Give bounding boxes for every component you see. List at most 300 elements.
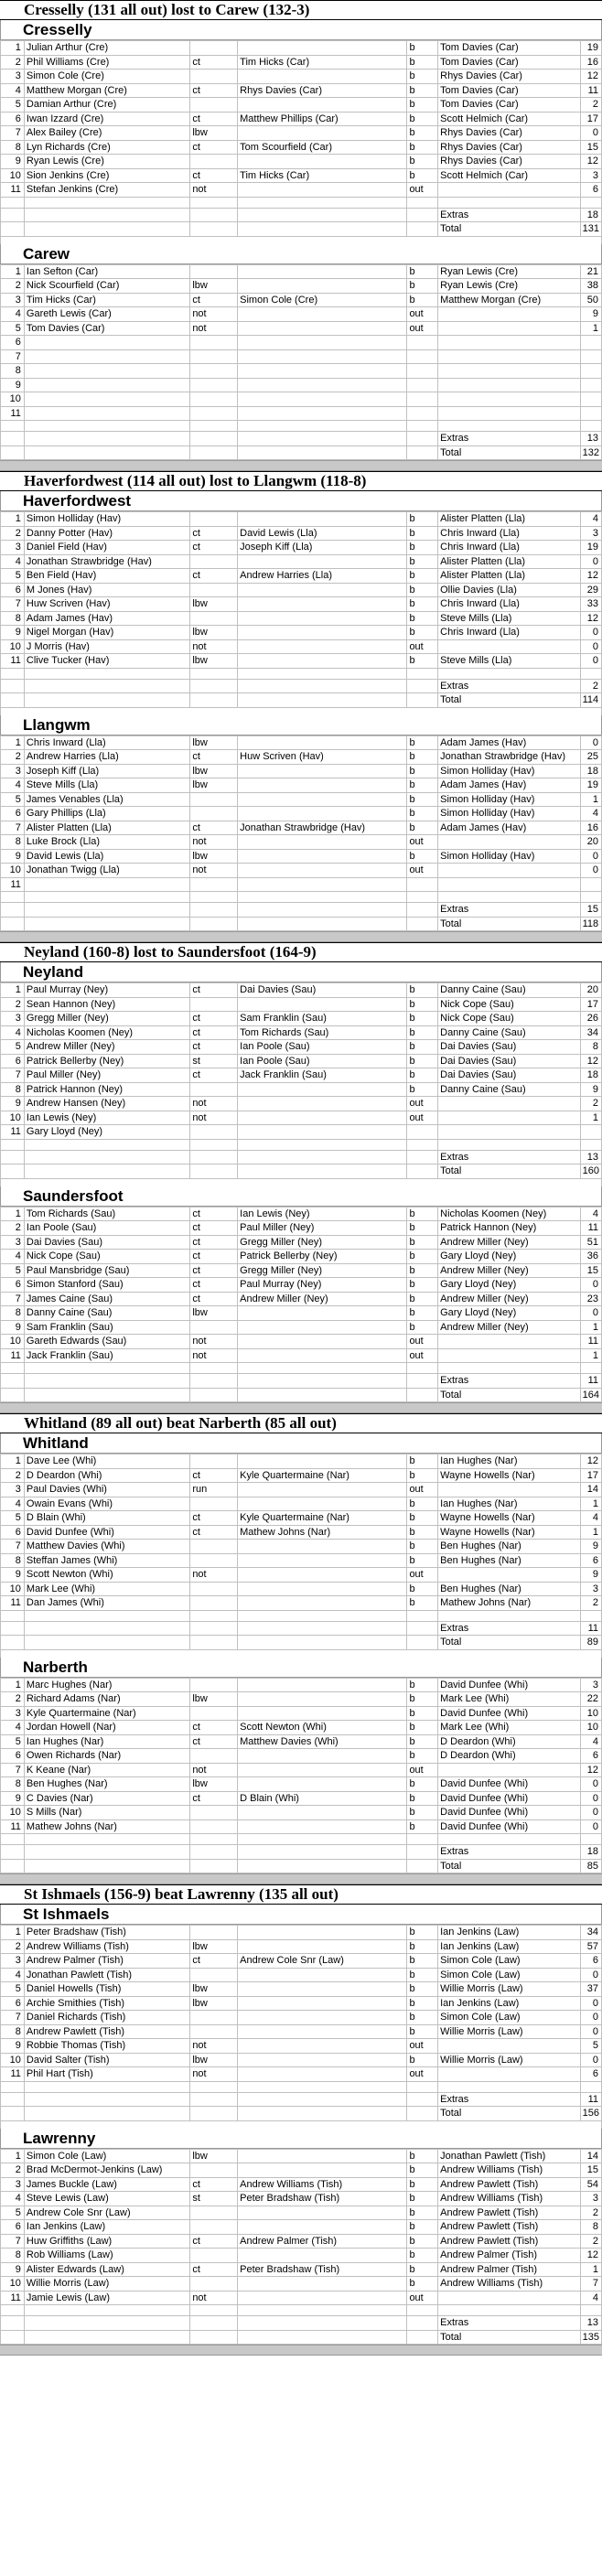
team-name: Haverfordwest bbox=[0, 491, 602, 511]
blank-cell bbox=[1, 1374, 25, 1389]
bowler-name: Patrick Hannon (Ney) bbox=[438, 1221, 581, 1236]
batting-position: 7 bbox=[1, 2234, 25, 2249]
bowler-name: Ian Hughes (Nar) bbox=[438, 1497, 581, 1511]
table-row bbox=[1, 1125, 602, 1140]
batting-position: 1 bbox=[1, 1207, 25, 1221]
runs: 2 bbox=[580, 1596, 601, 1611]
fielder-name: David Lewis (Lla) bbox=[238, 526, 407, 541]
batting-position: 10 bbox=[1, 639, 25, 654]
bowled-marker: b bbox=[407, 1706, 438, 1721]
table-row bbox=[1, 307, 602, 322]
fielder-name bbox=[238, 1540, 407, 1554]
batting-position: 9 bbox=[1, 1320, 25, 1335]
blank-cell bbox=[24, 1621, 189, 1636]
fielder-name bbox=[238, 378, 407, 392]
batting-position: 4 bbox=[1, 2192, 25, 2206]
runs: 16 bbox=[580, 55, 601, 70]
fielder-name bbox=[238, 1763, 407, 1777]
dismissal-type: not bbox=[190, 1335, 238, 1349]
table-row bbox=[1, 526, 602, 541]
blank-row bbox=[1, 421, 602, 432]
batting-position: 4 bbox=[1, 1721, 25, 1735]
blank-cell bbox=[407, 1845, 438, 1860]
blank-cell bbox=[438, 668, 581, 679]
bowler-name: Andrew Palmer (Tish) bbox=[438, 2249, 581, 2263]
bowler-name: Chris Inward (Lla) bbox=[438, 526, 581, 541]
dismissal-type: ct bbox=[190, 1250, 238, 1264]
total-value: 89 bbox=[580, 1636, 601, 1650]
dismissal-type: ct bbox=[190, 83, 238, 98]
batting-position: 7 bbox=[1, 349, 25, 364]
fielder-name bbox=[238, 2024, 407, 2039]
blank-cell bbox=[1, 1165, 25, 1179]
batsman-name: Ian Hughes (Nar) bbox=[24, 1734, 189, 1749]
fielder-name bbox=[238, 1082, 407, 1097]
bowled-marker: b bbox=[407, 126, 438, 141]
table-row bbox=[1, 835, 602, 850]
blank-row bbox=[1, 197, 602, 208]
fielder-name bbox=[238, 864, 407, 878]
extras-value: 11 bbox=[580, 2092, 601, 2107]
blank-cell bbox=[1, 892, 25, 903]
table-row bbox=[1, 2011, 602, 2025]
match-title: Cresselly (131 all out) lost to Carew (132-3) bbox=[0, 0, 602, 20]
dismissal-type: ct bbox=[190, 750, 238, 765]
table-row bbox=[1, 112, 602, 126]
fielder-name bbox=[238, 792, 407, 807]
runs: 51 bbox=[580, 1235, 601, 1250]
dismissal-type bbox=[190, 336, 238, 350]
batting-position: 3 bbox=[1, 764, 25, 778]
batsman-name: D Deardon (Whi) bbox=[24, 1468, 189, 1483]
blank-cell bbox=[24, 208, 189, 222]
runs: 0 bbox=[580, 126, 601, 141]
fielder-name bbox=[238, 2149, 407, 2163]
blank-cell bbox=[24, 679, 189, 693]
extras-label: Extras bbox=[438, 2092, 581, 2107]
blank-cell bbox=[407, 903, 438, 918]
bowled-marker: b bbox=[407, 1497, 438, 1511]
bowler-name bbox=[438, 639, 581, 654]
extras-value: 13 bbox=[580, 1150, 601, 1165]
blank-cell bbox=[407, 1621, 438, 1636]
bowled-marker: b bbox=[407, 849, 438, 864]
bowled-marker: out bbox=[407, 1097, 438, 1111]
table-row bbox=[1, 849, 602, 864]
fielder-name bbox=[238, 1320, 407, 1335]
dismissal-type: ct bbox=[190, 168, 238, 183]
dismissal-type: not bbox=[190, 864, 238, 878]
fielder-name bbox=[238, 626, 407, 640]
match-title: Haverfordwest (114 all out) lost to Llangwm (118-8) bbox=[0, 471, 602, 491]
batting-position: 3 bbox=[1, 293, 25, 307]
dismissal-type bbox=[190, 392, 238, 407]
fielder-name bbox=[238, 735, 407, 750]
batsman-name: Joseph Kiff (Lla) bbox=[24, 764, 189, 778]
runs bbox=[580, 364, 601, 379]
bowled-marker: b bbox=[407, 1468, 438, 1483]
table-row bbox=[1, 512, 602, 527]
blank-cell bbox=[24, 1139, 189, 1150]
runs: 11 bbox=[580, 1335, 601, 1349]
dismissal-type: ct bbox=[190, 1207, 238, 1221]
batsman-name: Owain Evans (Whi) bbox=[24, 1497, 189, 1511]
table-row bbox=[1, 597, 602, 612]
batting-table bbox=[0, 735, 602, 932]
blank-cell bbox=[407, 917, 438, 931]
blank-cell bbox=[190, 2316, 238, 2331]
bowler-name: Ryan Lewis (Cre) bbox=[438, 264, 581, 279]
fielder-name: Jack Franklin (Sau) bbox=[238, 1068, 407, 1083]
batting-position: 5 bbox=[1, 321, 25, 336]
bowler-name: Matthew Morgan (Cre) bbox=[438, 293, 581, 307]
batsman-name: Simon Cole (Law) bbox=[24, 2149, 189, 2163]
bowled-marker: b bbox=[407, 512, 438, 527]
total-value: 164 bbox=[580, 1388, 601, 1402]
dismissal-type: not bbox=[190, 1763, 238, 1777]
batting-position: 11 bbox=[1, 654, 25, 669]
dismissal-type: lbw bbox=[190, 2053, 238, 2067]
blank-cell bbox=[407, 445, 438, 460]
batsman-name: Nick Cope (Sau) bbox=[24, 1250, 189, 1264]
bowler-name: Nick Cope (Sau) bbox=[438, 1012, 581, 1026]
bowler-name: Wayne Howells (Nar) bbox=[438, 1468, 581, 1483]
batsman-name: Andrew Cole Snr (Law) bbox=[24, 2206, 189, 2220]
batting-position: 9 bbox=[1, 1568, 25, 1583]
runs: 0 bbox=[580, 1791, 601, 1806]
extras-row bbox=[1, 903, 602, 918]
fielder-name bbox=[238, 392, 407, 407]
blank-cell bbox=[24, 892, 189, 903]
bowled-marker: b bbox=[407, 1982, 438, 1997]
runs: 15 bbox=[580, 1263, 601, 1278]
batsman-name: Phil Hart (Tish) bbox=[24, 2067, 189, 2082]
blank-cell bbox=[238, 2316, 407, 2331]
total-label: Total bbox=[438, 445, 581, 460]
bowled-marker: b bbox=[407, 41, 438, 56]
blank-cell bbox=[438, 892, 581, 903]
table-row bbox=[1, 1221, 602, 1236]
bowler-name bbox=[438, 378, 581, 392]
batting-position: 5 bbox=[1, 1263, 25, 1278]
batting-position: 8 bbox=[1, 835, 25, 850]
batting-position: 4 bbox=[1, 83, 25, 98]
table-row bbox=[1, 864, 602, 878]
match-separator bbox=[0, 460, 602, 471]
table-row bbox=[1, 1939, 602, 1954]
fielder-name: Tom Richards (Sau) bbox=[238, 1025, 407, 1040]
bowled-marker: b bbox=[407, 1777, 438, 1792]
batsman-name: Andrew Harries (Lla) bbox=[24, 750, 189, 765]
batting-position: 4 bbox=[1, 778, 25, 793]
runs: 3 bbox=[580, 2192, 601, 2206]
batsman-name: Dan James (Whi) bbox=[24, 1596, 189, 1611]
bowler-name: Dai Davies (Sau) bbox=[438, 1040, 581, 1055]
bowled-marker: b bbox=[407, 764, 438, 778]
batsman-name: James Buckle (Law) bbox=[24, 2177, 189, 2192]
bowler-name: Dai Davies (Sau) bbox=[438, 1068, 581, 1083]
fielder-name bbox=[238, 583, 407, 597]
batting-position: 3 bbox=[1, 1235, 25, 1250]
batting-position: 5 bbox=[1, 1511, 25, 1526]
runs bbox=[580, 349, 601, 364]
batting-position: 11 bbox=[1, 2067, 25, 2082]
blank-cell bbox=[190, 1621, 238, 1636]
runs: 1 bbox=[580, 792, 601, 807]
blank-cell bbox=[438, 197, 581, 208]
bowler-name: Gary Lloyd (Ney) bbox=[438, 1306, 581, 1321]
dismissal-type bbox=[190, 877, 238, 892]
batsman-name: Gary Phillips (Lla) bbox=[24, 807, 189, 821]
fielder-name: Matthew Phillips (Car) bbox=[238, 112, 407, 126]
fielder-name: Andrew Cole Snr (Law) bbox=[238, 1954, 407, 1969]
batting-position: 2 bbox=[1, 1692, 25, 1707]
fielder-name bbox=[238, 1111, 407, 1125]
bowled-marker: out bbox=[407, 321, 438, 336]
table-row bbox=[1, 2053, 602, 2067]
runs: 12 bbox=[580, 569, 601, 584]
bowler-name: Chris Inward (Lla) bbox=[438, 541, 581, 555]
batting-position: 9 bbox=[1, 1791, 25, 1806]
runs: 0 bbox=[580, 735, 601, 750]
batting-position: 6 bbox=[1, 112, 25, 126]
batting-position: 11 bbox=[1, 2291, 25, 2305]
table-row bbox=[1, 626, 602, 640]
bowled-marker: b bbox=[407, 1791, 438, 1806]
runs: 29 bbox=[580, 583, 601, 597]
dismissal-type: ct bbox=[190, 1734, 238, 1749]
dismissal-type bbox=[190, 1749, 238, 1764]
blank-cell bbox=[24, 197, 189, 208]
extras-row bbox=[1, 1621, 602, 1636]
batsman-name: Daniel Howells (Tish) bbox=[24, 1982, 189, 1997]
dismissal-type bbox=[190, 41, 238, 56]
bowler-name: Alister Platten (Lla) bbox=[438, 512, 581, 527]
batsman-name bbox=[24, 349, 189, 364]
blank-cell bbox=[1, 1859, 25, 1873]
batting-position: 9 bbox=[1, 2262, 25, 2277]
fielder-name bbox=[238, 2277, 407, 2292]
batsman-name: Ben Field (Hav) bbox=[24, 569, 189, 584]
extras-label: Extras bbox=[438, 1845, 581, 1860]
runs bbox=[580, 406, 601, 421]
fielder-name bbox=[238, 1968, 407, 1982]
bowled-marker: b bbox=[407, 1596, 438, 1611]
blank-cell bbox=[438, 1363, 581, 1374]
blank-cell bbox=[190, 1388, 238, 1402]
batsman-name bbox=[24, 364, 189, 379]
batsman-name: Nick Scourfield (Car) bbox=[24, 279, 189, 294]
bowler-name bbox=[438, 2039, 581, 2054]
bowler-name bbox=[438, 1125, 581, 1140]
dismissal-type bbox=[190, 997, 238, 1012]
runs: 6 bbox=[580, 1749, 601, 1764]
fielder-name bbox=[238, 849, 407, 864]
total-label: Total bbox=[438, 693, 581, 708]
bowler-name: David Dunfee (Whi) bbox=[438, 1777, 581, 1792]
blank-cell bbox=[1, 1363, 25, 1374]
bowler-name: David Dunfee (Whi) bbox=[438, 1791, 581, 1806]
batsman-name: Brad McDermot-Jenkins (Law) bbox=[24, 2163, 189, 2178]
runs: 4 bbox=[580, 2291, 601, 2305]
bowler-name: D Deardon (Whi) bbox=[438, 1749, 581, 1764]
dismissal-type bbox=[190, 1125, 238, 1140]
bowler-name: David Dunfee (Whi) bbox=[438, 1806, 581, 1820]
blank-cell bbox=[190, 2081, 238, 2092]
bowled-marker: b bbox=[407, 1250, 438, 1264]
fielder-name: Kyle Quartermaine (Nar) bbox=[238, 1511, 407, 1526]
fielder-name: Andrew Palmer (Tish) bbox=[238, 2234, 407, 2249]
bowled-marker: b bbox=[407, 55, 438, 70]
runs: 0 bbox=[580, 1777, 601, 1792]
bowled-marker: b bbox=[407, 1278, 438, 1293]
fielder-name bbox=[238, 1678, 407, 1692]
dismissal-type: not bbox=[190, 639, 238, 654]
table-row bbox=[1, 2192, 602, 2206]
extras-label: Extras bbox=[438, 432, 581, 446]
runs bbox=[580, 877, 601, 892]
fielder-name bbox=[238, 611, 407, 626]
bowled-marker: b bbox=[407, 2177, 438, 2192]
team-name: Whitland bbox=[0, 1433, 602, 1454]
bowled-marker bbox=[407, 378, 438, 392]
blank-cell bbox=[407, 432, 438, 446]
dismissal-type: st bbox=[190, 1054, 238, 1068]
batsman-name: Andrew Palmer (Tish) bbox=[24, 1954, 189, 1969]
batting-position: 3 bbox=[1, 1483, 25, 1497]
fielder-name bbox=[238, 1335, 407, 1349]
table-row bbox=[1, 1320, 602, 1335]
blank-cell bbox=[238, 2092, 407, 2107]
blank-cell bbox=[190, 1636, 238, 1650]
batting-table bbox=[0, 982, 602, 1179]
total-row bbox=[1, 1636, 602, 1650]
match-section bbox=[0, 1884, 602, 2356]
bowled-marker: b bbox=[407, 293, 438, 307]
fielder-name: D Blain (Whi) bbox=[238, 1791, 407, 1806]
batting-position: 7 bbox=[1, 1763, 25, 1777]
bowler-name bbox=[438, 1097, 581, 1111]
batting-position: 7 bbox=[1, 1068, 25, 1083]
fielder-name bbox=[238, 764, 407, 778]
blank-cell bbox=[24, 1374, 189, 1389]
batting-position: 11 bbox=[1, 183, 25, 198]
bowled-marker: b bbox=[407, 1040, 438, 1055]
table-row bbox=[1, 279, 602, 294]
bowled-marker: b bbox=[407, 1926, 438, 1940]
runs: 14 bbox=[580, 1483, 601, 1497]
blank-cell bbox=[190, 903, 238, 918]
dismissal-type bbox=[190, 2163, 238, 2178]
blank-cell bbox=[238, 1845, 407, 1860]
batsman-name: David Dunfee (Whi) bbox=[24, 1525, 189, 1540]
bowler-name: Gary Lloyd (Ney) bbox=[438, 1278, 581, 1293]
bowled-marker: out bbox=[407, 2291, 438, 2305]
bowler-name: Alister Platten (Lla) bbox=[438, 569, 581, 584]
bowler-name bbox=[438, 183, 581, 198]
bowler-name: Andrew Miller (Ney) bbox=[438, 1292, 581, 1306]
batting-position: 9 bbox=[1, 2039, 25, 2054]
batsman-name: Tom Richards (Sau) bbox=[24, 1207, 189, 1221]
extras-label: Extras bbox=[438, 2316, 581, 2331]
blank-cell bbox=[1, 679, 25, 693]
runs: 1 bbox=[580, 1320, 601, 1335]
fielder-name bbox=[238, 2220, 407, 2235]
blank-cell bbox=[24, 917, 189, 931]
batsman-name: J Morris (Hav) bbox=[24, 639, 189, 654]
fielder-name bbox=[238, 1939, 407, 1954]
team-name: St Ishmaels bbox=[0, 1905, 602, 1925]
bowler-name bbox=[438, 364, 581, 379]
fielder-name: Gregg Miller (Ney) bbox=[238, 1263, 407, 1278]
batsman-name: James Caine (Sau) bbox=[24, 1292, 189, 1306]
table-row bbox=[1, 1954, 602, 1969]
total-value: 156 bbox=[580, 2107, 601, 2121]
batsman-name: Jordan Howell (Nar) bbox=[24, 1721, 189, 1735]
bowler-name: Nick Cope (Sau) bbox=[438, 997, 581, 1012]
dismissal-type bbox=[190, 2220, 238, 2235]
batting-position: 6 bbox=[1, 2220, 25, 2235]
bowler-name bbox=[438, 1483, 581, 1497]
bowled-marker: b bbox=[407, 1749, 438, 1764]
bowled-marker: b bbox=[407, 1721, 438, 1735]
table-row bbox=[1, 1596, 602, 1611]
bowled-marker: b bbox=[407, 1207, 438, 1221]
bowled-marker: b bbox=[407, 2262, 438, 2277]
table-row bbox=[1, 1054, 602, 1068]
batting-table bbox=[0, 1925, 602, 2121]
fielder-name: Huw Scriven (Hav) bbox=[238, 750, 407, 765]
table-row bbox=[1, 997, 602, 1012]
batting-position: 6 bbox=[1, 583, 25, 597]
table-row bbox=[1, 1263, 602, 1278]
bowler-name: Mathew Johns (Nar) bbox=[438, 1596, 581, 1611]
bowled-marker: b bbox=[407, 1221, 438, 1236]
fielder-name bbox=[238, 406, 407, 421]
fielder-name bbox=[238, 155, 407, 169]
table-row bbox=[1, 183, 602, 198]
bowled-marker: b bbox=[407, 1806, 438, 1820]
dismissal-type bbox=[190, 98, 238, 113]
bowler-name: Andrew Williams (Tish) bbox=[438, 2192, 581, 2206]
runs: 33 bbox=[580, 597, 601, 612]
batting-position: 1 bbox=[1, 512, 25, 527]
table-row bbox=[1, 583, 602, 597]
batsman-name: Adam James (Hav) bbox=[24, 611, 189, 626]
runs: 21 bbox=[580, 264, 601, 279]
blank-cell bbox=[407, 693, 438, 708]
blank-cell bbox=[238, 1859, 407, 1873]
blank-cell bbox=[24, 1165, 189, 1179]
bowled-marker: b bbox=[407, 1320, 438, 1335]
batsman-name: Sam Franklin (Sau) bbox=[24, 1320, 189, 1335]
extras-value: 15 bbox=[580, 903, 601, 918]
batting-position: 10 bbox=[1, 392, 25, 407]
table-row bbox=[1, 1540, 602, 1554]
fielder-name bbox=[238, 1582, 407, 1596]
bowled-marker: b bbox=[407, 112, 438, 126]
batsman-name: Luke Brock (Lla) bbox=[24, 835, 189, 850]
blank-row bbox=[1, 2081, 602, 2092]
blank-cell bbox=[190, 2305, 238, 2316]
bowled-marker: b bbox=[407, 626, 438, 640]
batting-position: 2 bbox=[1, 55, 25, 70]
bowler-name: Ollie Davies (Lla) bbox=[438, 583, 581, 597]
blank-cell bbox=[407, 2316, 438, 2331]
table-row bbox=[1, 735, 602, 750]
batting-position: 6 bbox=[1, 1525, 25, 1540]
fielder-name: Andrew Williams (Tish) bbox=[238, 2177, 407, 2192]
